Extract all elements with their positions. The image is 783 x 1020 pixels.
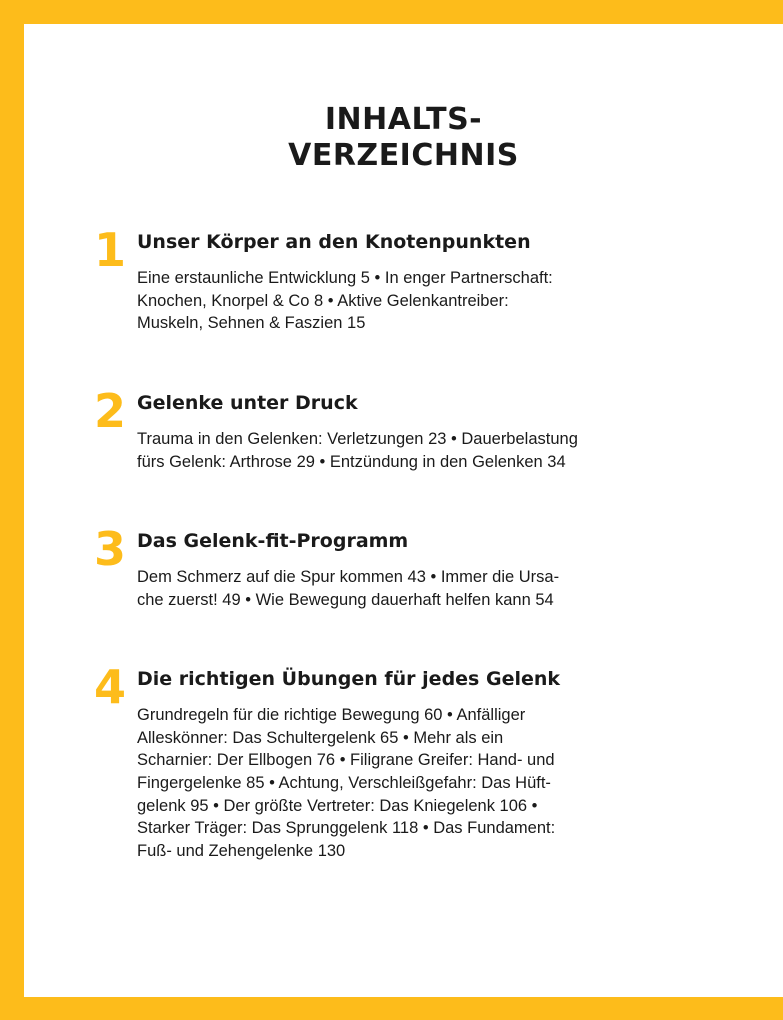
entry-line: Starker Träger: Das Sprunggelenk 118 • Das Fundament: [137,819,556,838]
entry-line: Fingergelenke 85 • Achtung, Verschleißgefahr: Das Hüft- [137,774,551,793]
entry-line: gelenk 95 • Der größte Vertreter: Das Kniegelenk 106 • [137,796,538,815]
page [24,24,783,997]
title-line: VERZEICHNIS [288,138,519,173]
entry-line: Fuß- und Zehengelenke 130 [137,842,346,861]
page-title [24,102,783,174]
entry-line: Scharnier: Der Ellbogen 76 • Filigrane Greifer: Hand- und [137,751,555,770]
chapter-number: 3 [94,522,127,576]
entry-line: fürs Gelenk: Arthrose 29 • Entzündung in den Gelenken 34 [137,452,566,471]
chapter-title: Die richtigen Übungen für jedes Gelenk [137,668,561,690]
entry-line: Muskeln, Sehnen & Faszien 15 [137,314,366,333]
chapter-title: Das Gelenk-fit-Programm [137,530,409,552]
entry-line: Trauma in den Gelenken: Verletzungen 23 • Dauerbelastung [137,430,578,448]
entry-line: Eine erstaunliche Entwicklung 5 • In enger Partnerschaft: [137,269,553,287]
chapter-number: 4 [94,660,127,714]
entry-line: Dem Schmerz auf die Spur kommen 43 • Immer die Ursa- [137,568,560,586]
chapter-number: 1 [94,223,127,277]
entry-line: Knochen, Knorpel & Co 8 • Aktive Gelenkantreiber: [137,291,509,310]
chapter-title: Gelenke unter Druck [137,392,358,414]
entry-line: Alleskönner: Das Schultergelenk 65 • Mehr als ein [137,728,504,747]
chapter-title: Unser Körper an den Knotenpunkten [137,231,531,253]
entry-line: Grundregeln für die richtige Bewegung 60 • Anfälliger [137,706,526,724]
entry-line: che zuerst! 49 • Wie Bewegung dauerhaft helfen kann 54 [137,590,554,609]
title-line: INHALTS- [324,102,483,137]
chapter-entries [137,704,555,863]
chapter-entries [137,267,553,335]
chapter-entries [137,428,578,473]
chapter-entries [137,566,559,611]
chapter-number: 2 [94,384,127,438]
